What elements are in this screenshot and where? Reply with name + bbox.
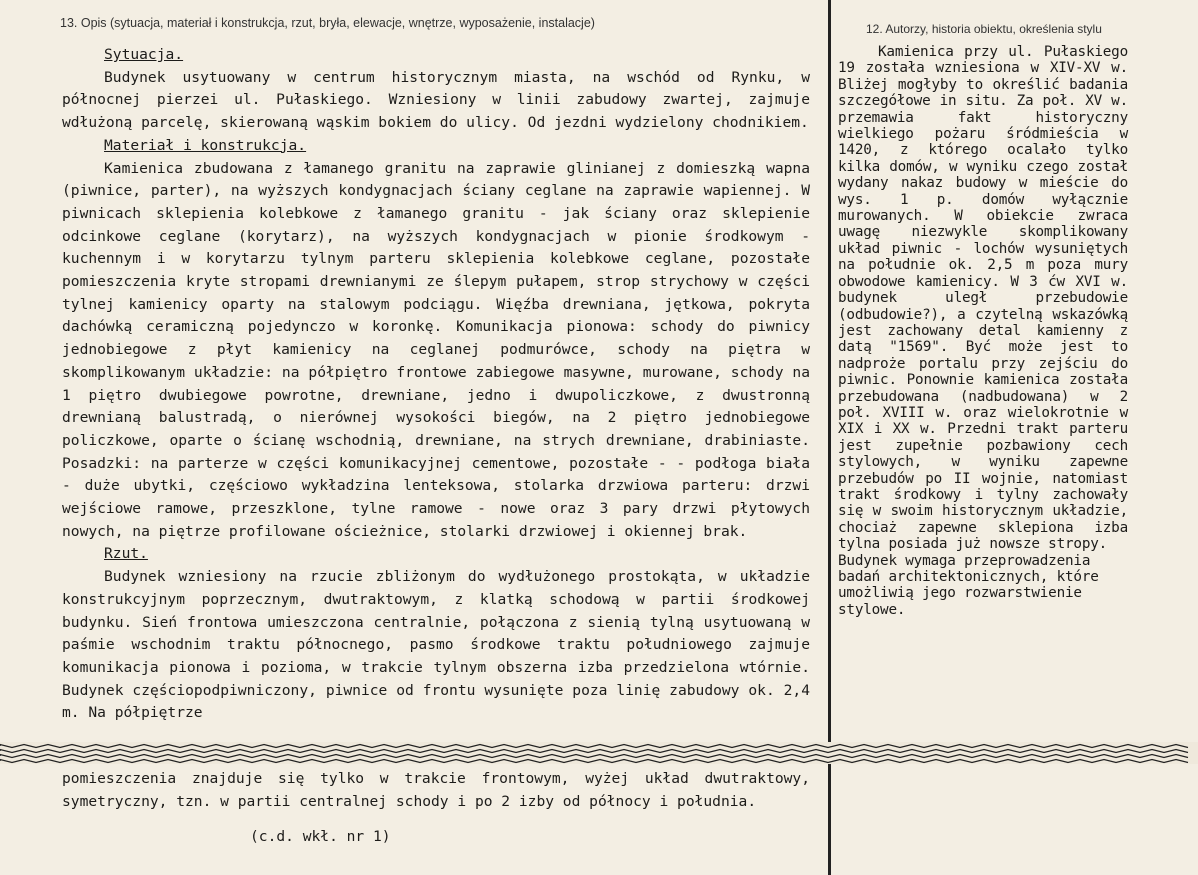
continuation-note: (c.d. wkł. nr 1) — [250, 828, 391, 845]
continuation-text — [62, 768, 810, 813]
paragraph-rzut: Budynek wzniesiony na rzucie zbliżonym do wydłużonego prostokąta, w układzie konstrukcyjnym poprzecznym, dwutraktowym, z klatką schodową w partii środkowej budynku. Sień frontowa umieszczona centralnie, połączona z sienią tylną usytuowaną w paśmie wschodnim traktu północnego, pasmo środkowe traktu południowego zajmuje komunikacja pionowa i pozioma, w trakcie tylnym obszerna izba przedzielona wtórnie. Budynek częściopodpiwniczony, piwnice od frontu wysunięte poza linię zabudowy ok. 2,4 m. Na półpiętrze — [62, 568, 810, 722]
section-13-header: 13. Opis (sytuacja, materiał i konstrukcja, rzut, bryła, elewacje, wnętrze, wyposażenie, instalacje) — [60, 16, 595, 30]
fold-wave-graphic — [0, 742, 1198, 764]
paragraph-history: Kamienica przy ul. Pułaskiego 19 została wzniesiona w XIV-XV w. Bliżej mogłyby to określić badania szczegółowe in situ. Za poł. XV w. przemawia fakt historyczny wielkiego pożaru śródmieścia w 1420, z którego ocalało tylko kilka domów, w wyniku czego został wydany nakaz budowy w mieście do wys. 1 p. domów wyłącznie murowanych. W obiekcie zwraca uwagę niezwykle skomplikowany układ piwnic - lochów wysuniętych na południe ok. 2,5 m poza mury obwodowe kamienicy. W 3 ćw XVI w. budynek uległ przebudowie (odbudowie?), a czytelną wskazówką jest zachowany detal kamienny z datą "1569". Być może jest to nadproże portalu przy zejściu do piwnic. Ponownie kamienica została przebudowana (nadbudowana) w 2 poł. XVIII w. oraz wielokrotnie w XIX i XX w. Przedni trakt parteru jest zupełnie pozbawiony cech stylowych, w wyniku zapewne przebudów po II wojnie, natomiast trakt środkowy i tylny zachowały się w swoim historycznym układzie, chociaż zapewne sklepiona izba tylna posiada już nowsze stropy. — [838, 44, 1128, 553]
history-column — [838, 44, 1128, 618]
paragraph-material: Kamienica zbudowana z łamanego granitu na zaprawie glinianej z domieszką wapna (piwnice, parter), na wyższych kondygnacjach ściany ceglane na zaprawie wapiennej. W piwnicach sklepienia kolebkowe z łamanego granitu - jak ściany oraz sklepienie odcinkowe ceglane (korytarz), na wyższych kondygnacjach w pionie środkowym - kuchennym i w korytarzu tylnym parteru sklepienia kolebkowe ceglane, pozostałe pomieszczenia kryte stropami drewnianymi ze ślepym pułapem, strop strychowy w części tylnej kamienicy oparty na stalowym podciągu. Więźba drewniana, jętkowa, pokryta dachówką ceramiczną pojedynczo w koronkę. Komunikacja pionowa: schody do piwnicy jednobiegowe z płyt kamienicy na ceglanej podmurówce, schody na piętra w skomplikowanym układzie: na półpiętro frontowe zabiegowe masywne, murowane, schody na 1 piętro dwubiegowe powrotne, drewniane, jedno i dwupoliczkowe, z dwustronną drewnianą balustradą, o nierównej wysokości biegów, na 2 piętro jednobiegowe policzkowe, oparte o ścianę wschodnią, drewniane, na strych drewniane, drabiniaste. Posadzki: na parterze w części komunikacyjnej cementowe, pozostałe - - podłoga biała - duże ubytki, częściowo wykładzina lenteksowa, stolarka drzwiowa parteru: drzwi wejściowe ramowe, przeszklone, tylne ramowe - nowe oraz 3 pary drzwi płytowych nowych, na piętrze profilowane ościeżnice, stolarki drzwiowej i okiennej brak. — [62, 159, 810, 540]
heading-material: Materiał i konstrukcja. — [104, 136, 307, 154]
paragraph-continued: pomieszczenia znajduje się tylko w trakcie frontowym, wyżej układ dwutraktowy, symetryczny, tzn. w partii centralnej schody i po 2 izby od północy i południa. — [62, 770, 810, 810]
heading-rzut: Rzut. — [104, 545, 148, 563]
paragraph-sytuacja: Budynek usytuowany w centrum historycznym miasta, na wschód od Rynku, w północnej pierzei ul. Pułaskiego. Wzniesiony w linii zabudowy zwartej, zajmuje wdłużoną parcelę, skierowaną wąskim bokiem do ulicy. Od jezdni wydzielony chodnikiem. — [62, 68, 810, 132]
page-fold-line — [0, 742, 1198, 764]
description-column — [62, 44, 810, 725]
paragraph-history-tail: Budynek wymaga przeprowadzenia badań architektonicznych, które umożliwią jego rozwarstwienie stylowe. — [838, 552, 1099, 618]
section-12-header: 12. Autorzy, historia obiektu, określenia stylu — [866, 22, 1102, 36]
heading-sytuacja: Sytuacja. — [104, 46, 184, 63]
